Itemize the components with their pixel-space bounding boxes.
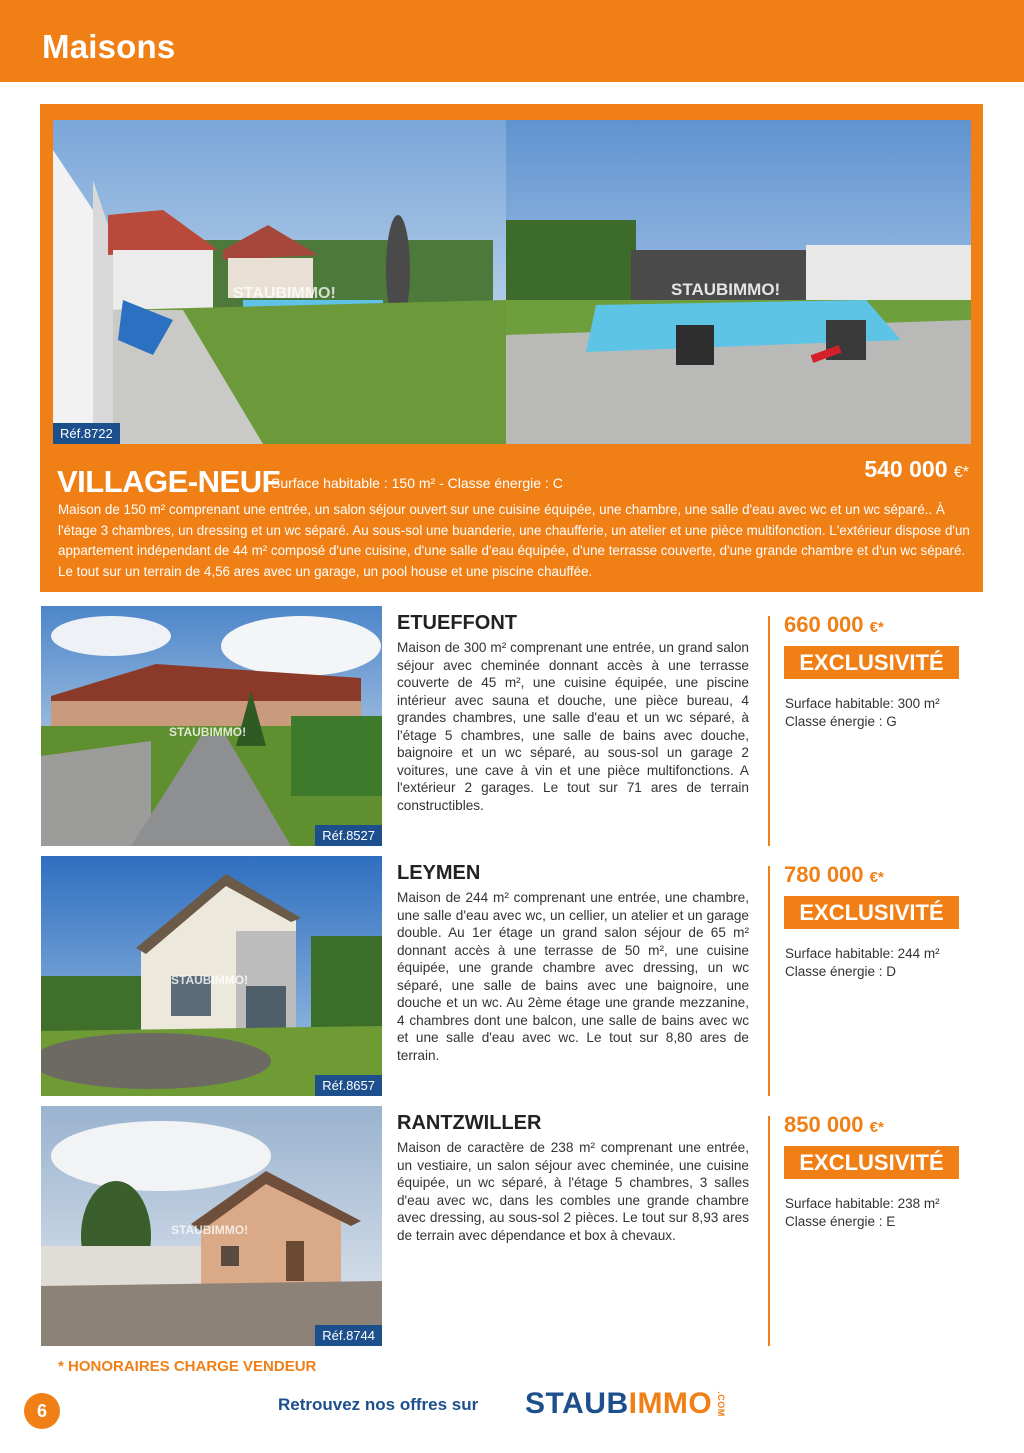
listing-price [784, 862, 884, 888]
listing-ref: Réf.8527 [315, 825, 382, 846]
logo-part1: STAUB [525, 1387, 629, 1420]
watermark: STAUBIMMO! [171, 973, 249, 987]
price-value: 660 000 [784, 612, 864, 637]
listing-ref: Réf.8744 [315, 1325, 382, 1346]
listing-photo[interactable] [41, 856, 382, 1096]
price-value: 540 000 [864, 456, 948, 482]
listing-rantzwiller[interactable] [41, 1106, 981, 1346]
energy-class: Classe énergie : G [785, 714, 897, 729]
energy-class: Classe énergie : E [785, 1214, 896, 1229]
listing-city: RANTZWILLER [397, 1112, 542, 1134]
listing-city: ETUEFFONT [397, 612, 517, 634]
page-title: Maisons [42, 28, 176, 65]
listing-photo[interactable] [41, 1106, 382, 1346]
watermark: STAUBIMMO! [233, 285, 336, 302]
surface-text: Surface habitable: 244 m² [785, 946, 940, 961]
price-currency: €* [869, 619, 884, 636]
featured-price [864, 456, 969, 483]
featured-photos [53, 120, 971, 444]
logo-part2: IMMO [628, 1387, 713, 1420]
listing-price [784, 1112, 884, 1138]
divider [768, 1116, 770, 1346]
listing-description: Maison de 244 m² comprenant une entrée, une chambre, une salle d'eau avec wc, un cellier, un atelier et un garage double. Au 1er étage un grand salon séjour de 65 m² donnant accès à une terrasse de 50 m², une cuisine équipée, une grande chambre avec dressing, un wc séparé, une salle de bains avec une baignoire, une douche et un wc. Au 2ème étage une grande mezzanine, 4 chambres dont une balcon, une salle de bains avec wc et une salle d'eau avec wc. Le tout sur 8,80 ares de terrain. [397, 890, 749, 1063]
price-currency: €* [869, 869, 884, 886]
price-value: 850 000 [784, 1112, 864, 1137]
featured-photo-garden[interactable] [53, 120, 506, 444]
staubimmo-logo[interactable] [525, 1387, 738, 1421]
featured-description: Maison de 150 m² comprenant une entrée, un salon séjour ouvert sur une cuisine équipée, une chambre, une salle d'eau avec wc et un wc séparé.. À l'étage 3 chambres, un dressing et un wc séparé. Au sous-sol une buanderie, une chaufferie, un atelier et une pièce multifonction. L'extérieur dispose d'un appartement indépendant de 44 m² composé d'une cuisine, d'une salle d'eau équipée, d'une terrasse couverte, d'une grande chambre et d'un wc séparé. Le tout sur un terrain de 4,56 ares avec un garage, un pool house et une piscine chauffée. [58, 502, 970, 579]
listing-leymen[interactable] [41, 856, 981, 1096]
watermark: STAUBIMMO! [169, 725, 247, 739]
price-currency: €* [869, 1119, 884, 1136]
featured-city: VILLAGE-NEUF [57, 464, 281, 499]
listing-description: Maison de caractère de 238 m² comprenant une entrée, un vestiaire, un salon séjour avec cheminée, une cuisine équipée, un wc séparé, à l'étage 5 chambres, 3 salles d'eau avec wc, dans les combles une grande chambre avec dressing, au sous-sol 2 pièces. Le tout sur 8,93 ares de terrain avec dépendance et box à chevaux. [397, 1140, 749, 1243]
watermark: STAUBIMMO! [171, 1223, 249, 1237]
exclusivity-badge: EXCLUSIVITÉ [784, 896, 959, 929]
listing-price [784, 612, 884, 638]
promo-text: Retrouvez nos offres sur [278, 1395, 479, 1414]
featured-photo-pool[interactable] [506, 120, 971, 444]
exclusivity-badge: EXCLUSIVITÉ [784, 1146, 959, 1179]
featured-listing[interactable] [40, 104, 983, 592]
listing-city: LEYMEN [397, 862, 481, 884]
listing-photo[interactable] [41, 606, 382, 846]
logo-suffix: .COM [716, 1391, 727, 1417]
listing-etueffont[interactable] [41, 606, 981, 846]
header-bar [0, 0, 1024, 82]
price-value: 780 000 [784, 862, 864, 887]
listing-specs [785, 945, 940, 981]
listing-ref: Réf.8657 [315, 1075, 382, 1096]
price-currency: €* [953, 464, 969, 481]
watermark: STAUBIMMO! [671, 280, 781, 299]
page-number: 6 [24, 1393, 60, 1429]
listing-description: Maison de 300 m² comprenant une entrée, un grand salon séjour avec cheminée donnant accès à une terrasse couverte de 45 m², une cuisine équipée, une piscine intérieur avec sauna et douche, une pièce bureau, 4 grandes chambres, une salle d'eau et un wc séparé, à l'étage 5 chambres, une salle de bains avec douche, baignoire et un wc séparé, au sous-sol un garage 2 voitures, une cave à vin et une pièce multifonctions. A l'extérieur 2 garages. Le tout sur 71 ares de terrain constructibles. [397, 640, 749, 813]
divider [768, 866, 770, 1096]
listing-specs [785, 695, 940, 731]
surface-text: Surface habitable: 300 m² [785, 696, 940, 711]
fees-note: * HONORAIRES CHARGE VENDEUR [58, 1358, 317, 1375]
featured-ref: Réf.8722 [53, 423, 120, 444]
surface-text: Surface habitable: 238 m² [785, 1196, 940, 1211]
featured-subtitle: Surface habitable : 150 m² - Classe énergie : C [271, 475, 563, 491]
exclusivity-badge: EXCLUSIVITÉ [784, 646, 959, 679]
listing-specs [785, 1195, 940, 1231]
divider [768, 616, 770, 846]
energy-class: Classe énergie : D [785, 964, 897, 979]
